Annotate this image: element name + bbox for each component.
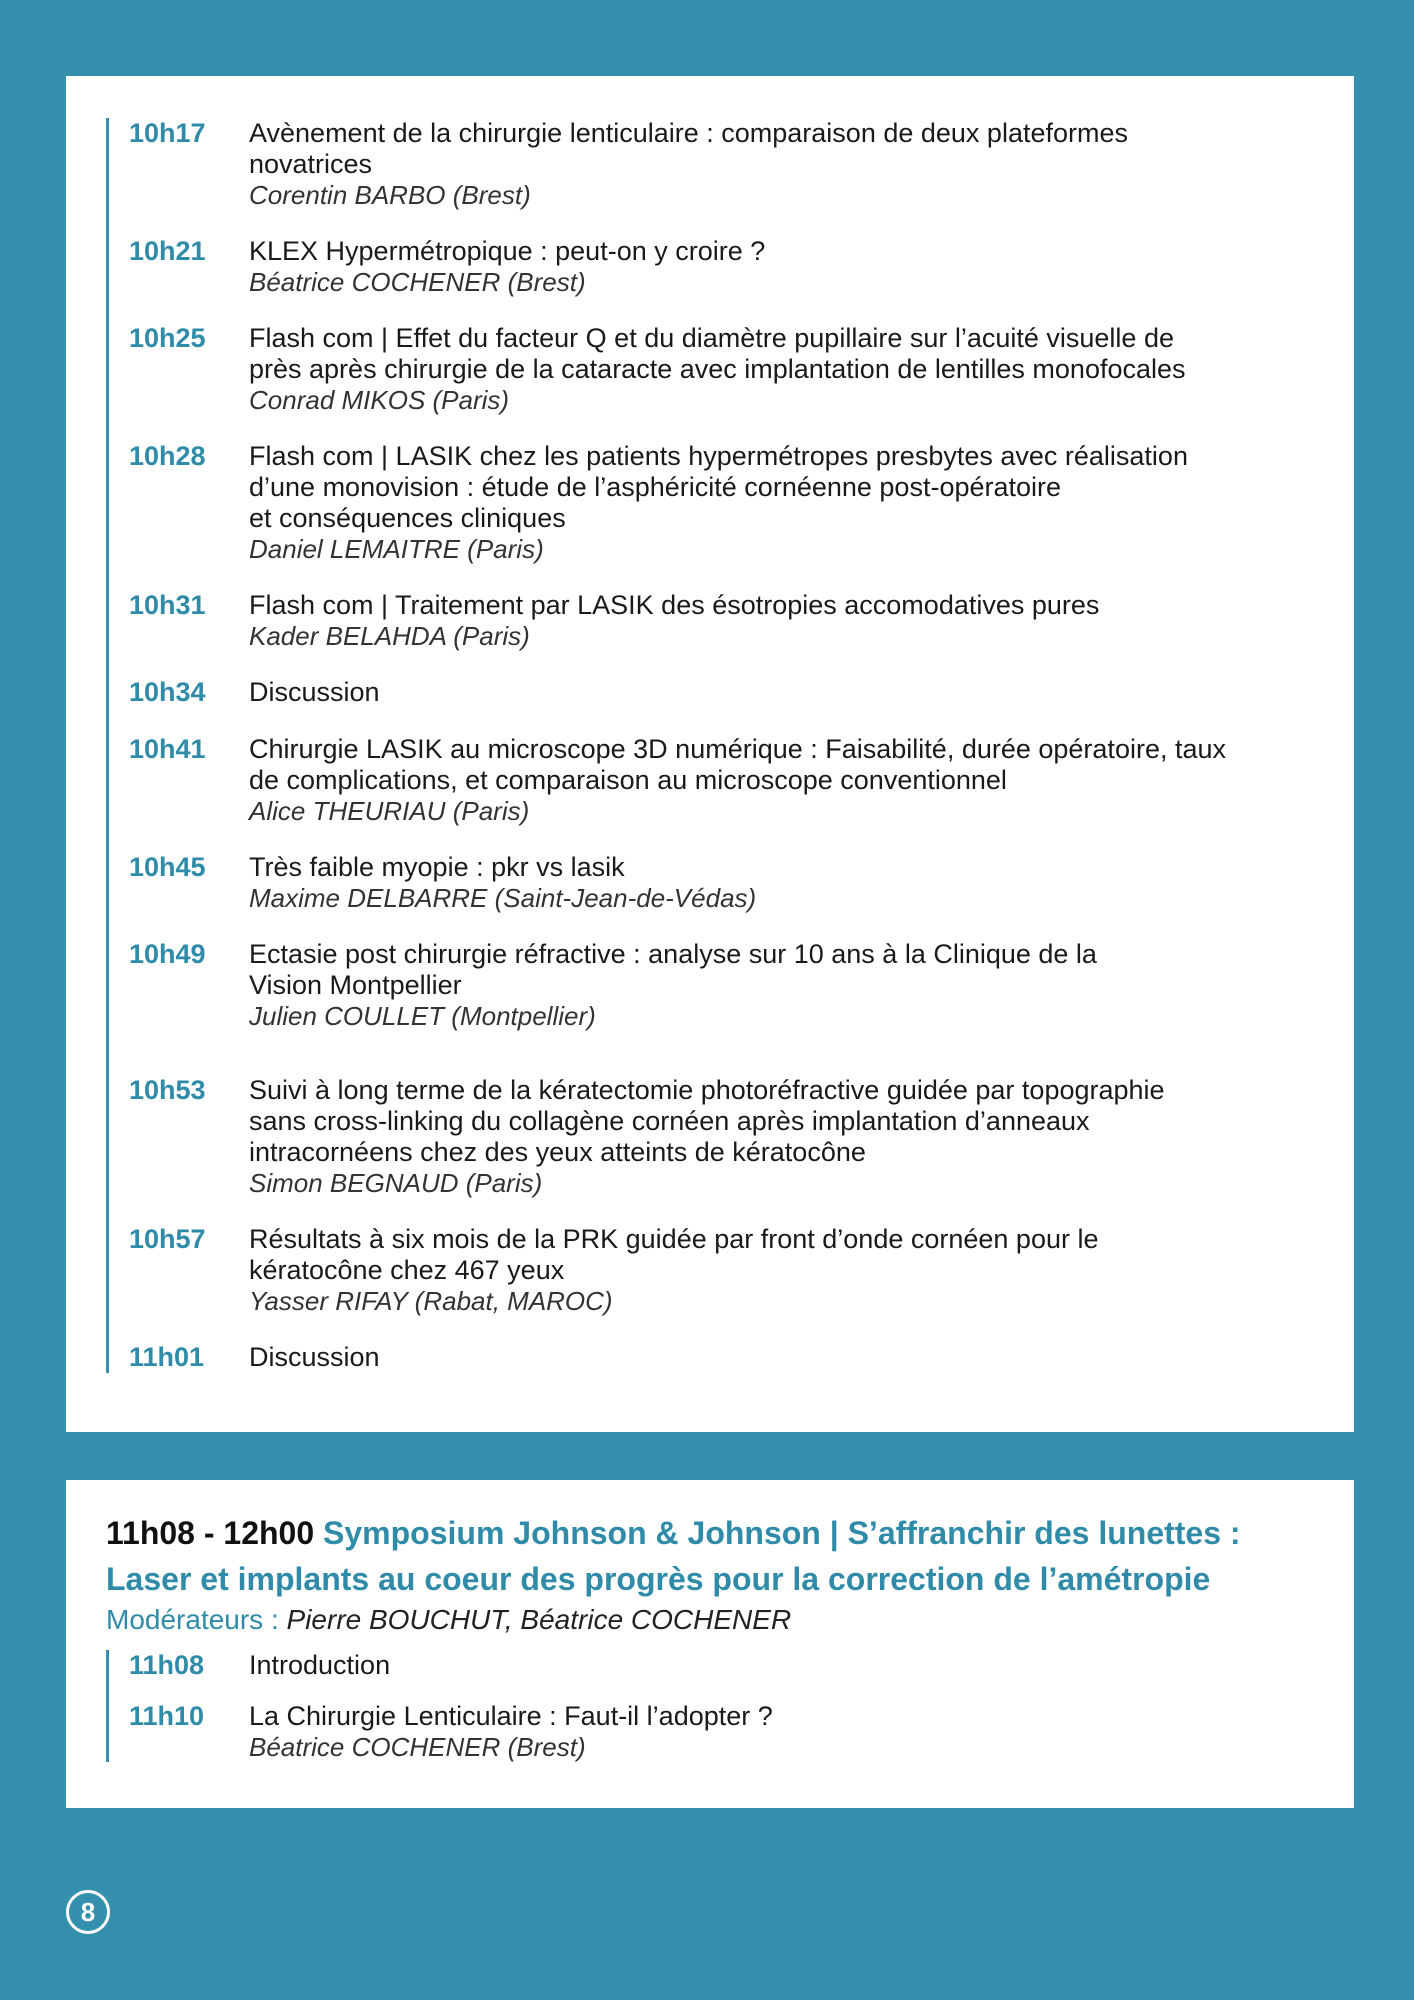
entry-speaker: Béatrice COCHENER (Brest) bbox=[249, 1732, 586, 1762]
entry-title: Chirurgie LASIK au microscope 3D numérique : Faisabilité, durée opératoire, taux de complications, et comparaison au microscope conventionnel bbox=[249, 734, 1226, 795]
program-entry bbox=[109, 441, 1314, 564]
entry-title: Résultats à six mois de la PRK guidée par front d’onde cornéen pour le kératocône chez 467 yeux bbox=[249, 1224, 1099, 1285]
entry-speaker: Maxime DELBARRE (Saint-Jean-de-Védas) bbox=[249, 883, 757, 913]
entry-title: Discussion bbox=[249, 677, 380, 707]
entry-speaker: Yasser RIFAY (Rabat, MAROC) bbox=[249, 1286, 613, 1316]
entry-title: Discussion bbox=[249, 1342, 380, 1372]
entry-time: 10h28 bbox=[129, 441, 206, 471]
entry-time: 10h34 bbox=[129, 677, 206, 707]
entry-speaker: Corentin BARBO (Brest) bbox=[249, 180, 531, 210]
symposium-title: Symposium Johnson & Johnson | S’affranchir des lunettes : Laser et implants au coeur des progrès pour la correction de l’amétropie bbox=[106, 1515, 1241, 1597]
moderators-label: Modérateurs : bbox=[106, 1604, 279, 1635]
symposium-card bbox=[66, 1480, 1354, 1808]
entry-time: 10h53 bbox=[129, 1075, 206, 1105]
entry-title: Suivi à long terme de la kératectomie photoréfractive guidée par topographie sans cross-linking du collagène cornéen après implantation d’anneaux intracornéens chez des yeux atteints de kératocône bbox=[249, 1075, 1165, 1167]
program-entry bbox=[109, 939, 1314, 1031]
entry-time: 10h21 bbox=[129, 236, 206, 266]
program-timeline bbox=[106, 118, 1314, 1373]
program-entry bbox=[109, 1224, 1314, 1316]
program-entry-discussion bbox=[109, 677, 1314, 708]
page-number-badge: 8 bbox=[66, 1890, 110, 1934]
entry-title: Avènement de la chirurgie lenticulaire : comparaison de deux plateformes novatrices bbox=[249, 118, 1128, 179]
symposium-heading bbox=[106, 1510, 1314, 1602]
entry-time: 10h57 bbox=[129, 1224, 206, 1254]
entry-time: 11h10 bbox=[129, 1701, 205, 1731]
entry-title: Flash com | Traitement par LASIK des ésotropies accomodatives pures bbox=[249, 590, 1100, 620]
entry-time: 10h17 bbox=[129, 118, 206, 148]
moderators-line bbox=[106, 1602, 1314, 1638]
entry-time: 10h49 bbox=[129, 939, 206, 969]
symposium-entry bbox=[109, 1650, 1314, 1681]
program-entry bbox=[109, 236, 1314, 297]
entry-title: KLEX Hypermétropique : peut-on y croire ? bbox=[249, 236, 766, 266]
program-entry bbox=[109, 323, 1314, 415]
entry-time: 10h45 bbox=[129, 852, 206, 882]
entry-title: Très faible myopie : pkr vs lasik bbox=[249, 852, 625, 882]
symposium-timeline bbox=[106, 1650, 1314, 1762]
entry-time: 11h01 bbox=[129, 1342, 205, 1372]
entry-speaker: Julien COULLET (Montpellier) bbox=[249, 1001, 596, 1031]
entry-title: Ectasie post chirurgie réfractive : analyse sur 10 ans à la Clinique de la Vision Montpellier bbox=[249, 939, 1097, 1000]
symposium-entry bbox=[109, 1701, 1314, 1762]
entry-speaker: Béatrice COCHENER (Brest) bbox=[249, 267, 586, 297]
entry-speaker: Alice THEURIAU (Paris) bbox=[249, 796, 530, 826]
program-entry bbox=[109, 118, 1314, 210]
program-entry bbox=[109, 734, 1314, 826]
entry-speaker: Conrad MIKOS (Paris) bbox=[249, 385, 510, 415]
entry-time: 10h25 bbox=[129, 323, 206, 353]
entry-time: 10h31 bbox=[129, 590, 206, 620]
entry-title: Flash com | Effet du facteur Q et du diamètre pupillaire sur l’acuité visuelle de près après chirurgie de la cataracte avec implantation de lentilles monofocales bbox=[249, 323, 1186, 384]
symposium-time-range: 11h08 - 12h00 bbox=[106, 1515, 315, 1551]
entry-speaker: Kader BELAHDA (Paris) bbox=[249, 621, 530, 651]
entry-speaker: Daniel LEMAITRE (Paris) bbox=[249, 534, 544, 564]
program-card bbox=[66, 76, 1354, 1432]
program-entry bbox=[109, 1075, 1314, 1198]
entry-title: La Chirurgie Lenticulaire : Faut-il l’adopter ? bbox=[249, 1701, 773, 1731]
program-entry bbox=[109, 852, 1314, 913]
program-entry bbox=[109, 590, 1314, 651]
program-entry-discussion bbox=[109, 1342, 1314, 1373]
moderators-names: Pierre BOUCHUT, Béatrice COCHENER bbox=[286, 1604, 792, 1635]
entry-time: 10h41 bbox=[129, 734, 206, 764]
entry-time: 11h08 bbox=[129, 1650, 205, 1680]
entry-title: Introduction bbox=[249, 1650, 391, 1680]
entry-speaker: Simon BEGNAUD (Paris) bbox=[249, 1168, 543, 1198]
entry-title: Flash com | LASIK chez les patients hypermétropes presbytes avec réalisation d’une monovision : étude de l’asphéricité cornéenne post-opératoire et conséquences cliniques bbox=[249, 441, 1188, 533]
